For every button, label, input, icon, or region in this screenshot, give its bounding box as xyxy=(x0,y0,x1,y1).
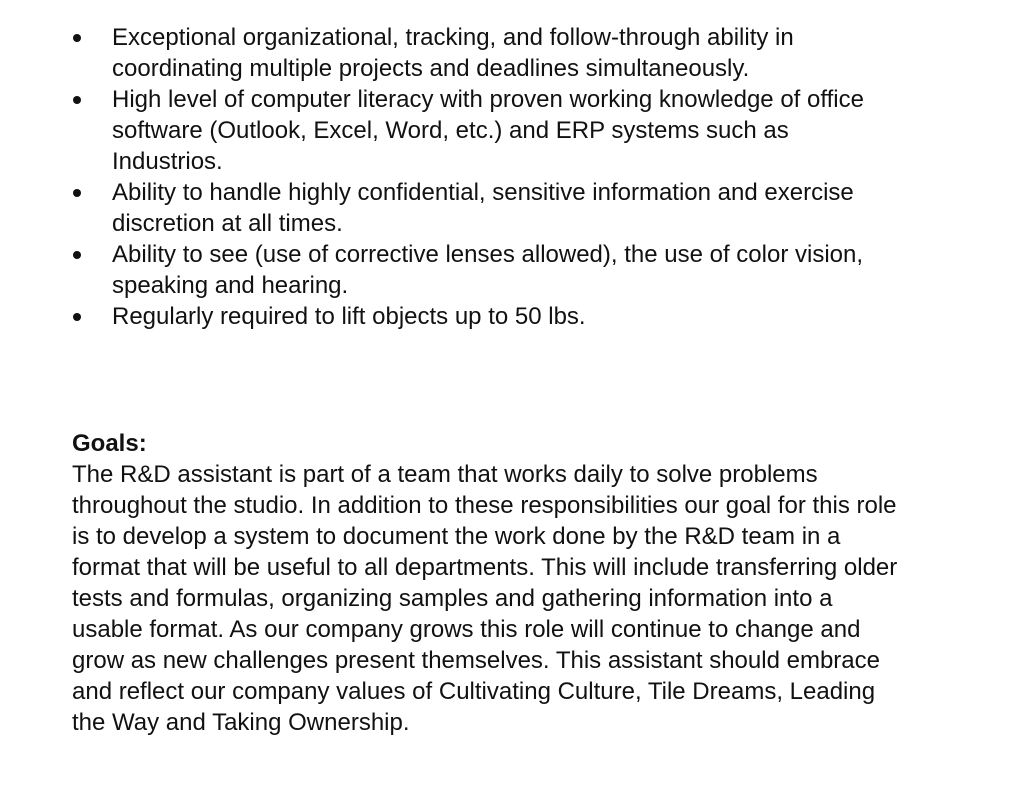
bullet-icon xyxy=(73,251,81,259)
paragraph-line: the Way and Taking Ownership. xyxy=(72,709,410,736)
goals-paragraph xyxy=(72,459,1002,738)
paragraph-line: tests and formulas, organizing samples and gathering information into a xyxy=(72,585,833,612)
list-item-line: coordinating multiple projects and deadlines simultaneously. xyxy=(112,55,750,82)
requirements-list xyxy=(0,22,972,332)
paragraph-line: throughout the studio. In addition to these responsibilities our goal for this role xyxy=(72,492,897,519)
bullet-icon xyxy=(73,96,81,104)
paragraph-line: The R&D assistant is part of a team that works daily to solve problems xyxy=(72,461,818,488)
list-item xyxy=(0,177,972,239)
list-item xyxy=(0,84,972,177)
list-item xyxy=(0,239,972,301)
goals-heading: Goals: xyxy=(72,430,147,457)
list-item-line: speaking and hearing. xyxy=(112,272,349,299)
goals-section xyxy=(72,428,1002,738)
list-item-line: Exceptional organizational, tracking, and follow-through ability in xyxy=(112,24,794,51)
bullet-icon xyxy=(73,189,81,197)
paragraph-line: grow as new challenges present themselves. This assistant should embrace xyxy=(72,647,880,674)
list-item xyxy=(0,301,972,332)
list-item-line: Regularly required to lift objects up to 50 lbs. xyxy=(112,303,586,330)
bullet-icon xyxy=(73,313,81,321)
paragraph-line: and reflect our company values of Cultivating Culture, Tile Dreams, Leading xyxy=(72,678,876,705)
list-item-line: discretion at all times. xyxy=(112,210,343,237)
list-item-line: software (Outlook, Excel, Word, etc.) and ERP systems such as xyxy=(112,117,789,144)
list-item-line: Ability to handle highly confidential, sensitive information and exercise xyxy=(112,179,854,206)
paragraph-line: format that will be useful to all departments. This will include transferring older xyxy=(72,554,898,581)
bullet-icon xyxy=(73,34,81,42)
list-item-line: High level of computer literacy with proven working knowledge of office xyxy=(112,86,864,113)
list-item-line: Industrios. xyxy=(112,148,223,175)
paragraph-line: usable format. As our company grows this role will continue to change and xyxy=(72,616,861,643)
list-item-line: Ability to see (use of corrective lenses allowed), the use of color vision, xyxy=(112,241,864,268)
paragraph-line: is to develop a system to document the work done by the R&D team in a xyxy=(72,523,841,550)
list-item xyxy=(0,22,972,84)
